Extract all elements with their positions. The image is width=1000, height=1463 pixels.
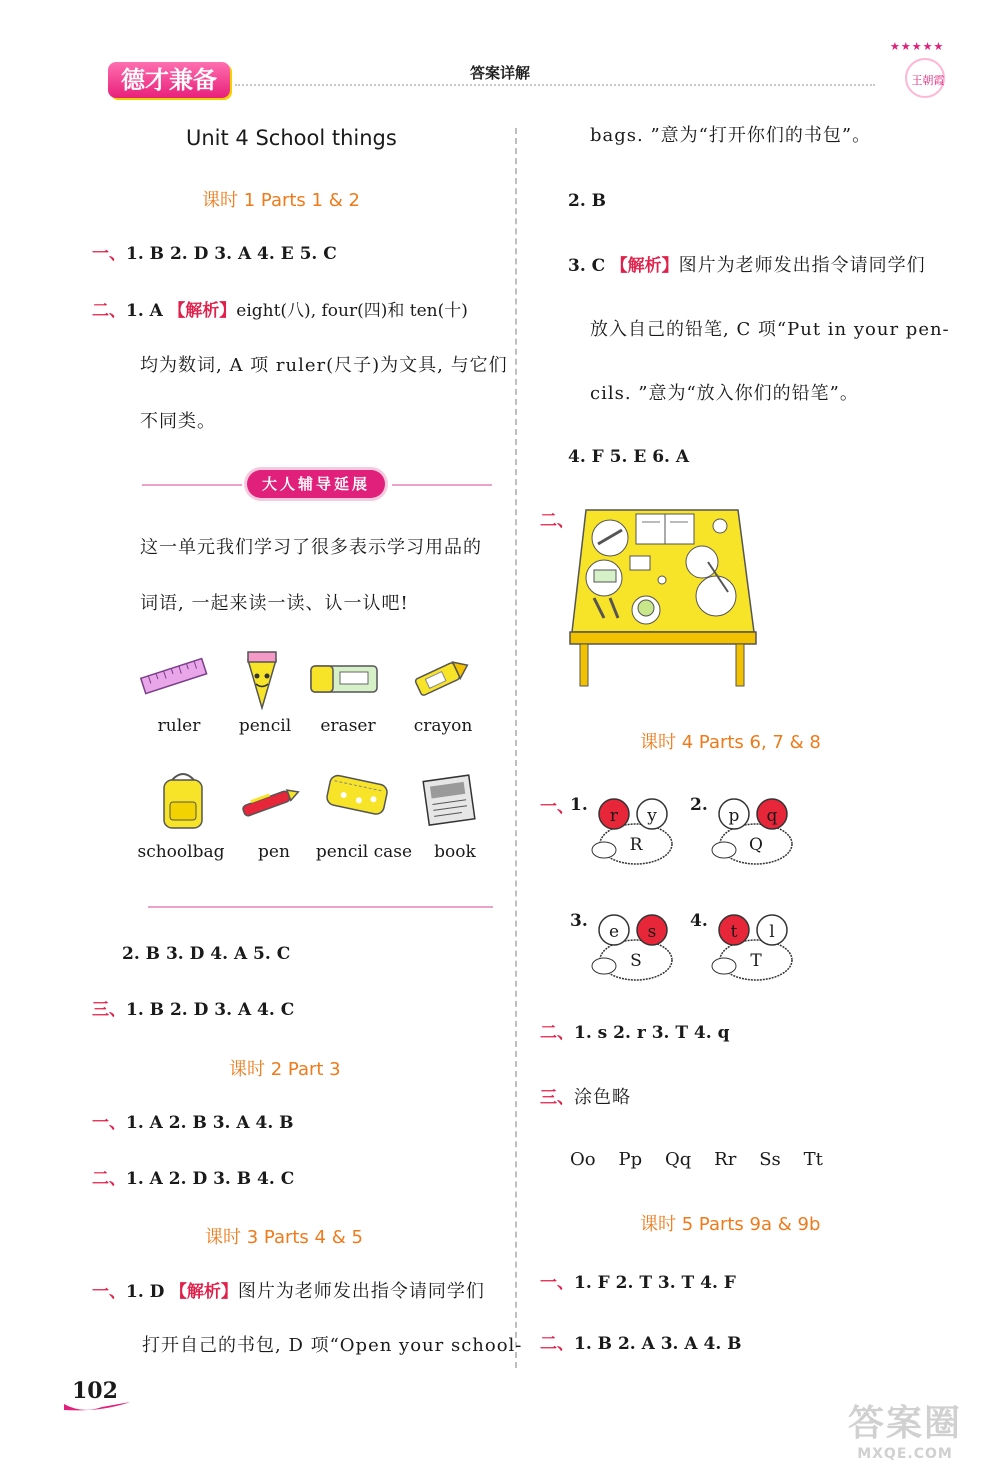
unit-title: Unit 4 School things	[186, 126, 397, 150]
hedgehog-1-num: 1.	[570, 795, 588, 815]
letter-pairs: Oo Pp Qq Rr Ss Tt	[570, 1149, 823, 1170]
q3-answers: 1. B 2. D 3. A 4. C	[126, 1000, 295, 1020]
q1-answers: 1. B 2. D 3. A 4. E 5. C	[126, 244, 337, 264]
item-label-crayon: crayon	[413, 716, 473, 736]
hedgehog-3-right: s	[647, 922, 657, 942]
banner-rule-right	[392, 484, 492, 486]
l5-q2-prefix: 二、	[540, 1334, 574, 1354]
table-illustration	[566, 500, 758, 690]
hedgehog-3-num: 3.	[570, 911, 588, 931]
pen-icon	[234, 782, 304, 822]
extension-bottom-rule	[148, 906, 493, 908]
hedgehog-3-left: e	[608, 922, 620, 942]
lesson4-title: 课时 4 Parts 6, 7 & 8	[640, 732, 821, 753]
lesson1-q1	[92, 243, 337, 265]
hedgehog-1-right: y	[647, 806, 657, 826]
column-divider	[515, 128, 517, 1368]
lesson4-q2	[540, 1022, 729, 1044]
page-header-title: 答案详解	[469, 64, 530, 82]
l3-q1-line2: 打开自己的书包, D 项“Open your school-	[142, 1335, 523, 1356]
hedgehog-1-icon	[584, 792, 684, 868]
hedgehog-1-body: R	[629, 835, 643, 855]
lesson1-q2-rest: 2. B 3. D 4. A 5. C	[122, 944, 291, 964]
item-label-schoolbag: schoolbag	[137, 842, 225, 862]
page-number: 102	[72, 1378, 118, 1404]
hedgehog-4-body: T	[750, 951, 762, 971]
hedgehog-1-left: r	[609, 806, 619, 826]
l3-q1-num: 1. D	[126, 1282, 165, 1302]
hedgehog-3-body: S	[630, 951, 642, 971]
hedgehog-4-icon	[704, 908, 804, 984]
q3-prefix: 三、	[92, 1000, 126, 1020]
hedgehog-2-left: p	[728, 806, 740, 826]
l4-q1-prefix: 一、	[540, 797, 574, 817]
lesson5-q2	[540, 1333, 742, 1355]
crayon-icon	[410, 654, 474, 700]
l4-q3-prefix: 三、	[540, 1088, 574, 1108]
pencil-case-icon	[322, 768, 394, 822]
l4-q2-answers: 1. s 2. r 3. T 4. q	[574, 1023, 730, 1043]
q2-line1: eight(八), four(四)和 ten(十)	[236, 301, 468, 321]
l4-q2-prefix: 二、	[540, 1023, 574, 1043]
extension-line1: 这一单元我们学习了很多表示学习用品的	[140, 537, 482, 558]
lesson3-q1	[92, 1280, 512, 1304]
l3-q1-line1: 图片为老师发出指令请同学们	[237, 1281, 485, 1302]
badge-label: 王朝霞	[911, 74, 945, 87]
right-cont-line: bags. ”意为“打开你们的书包”。	[590, 125, 872, 146]
lesson4-q3	[540, 1086, 631, 1110]
q2-line2: 均为数词, A 项 ruler(尺子)为文具, 与它们	[140, 355, 508, 376]
lesson2-title: 课时 2 Part 3	[229, 1059, 341, 1080]
star-icons: ★★★★★	[890, 40, 945, 53]
l3-q1-prefix: 一、	[92, 1282, 126, 1302]
item-label-pencil: pencil	[238, 716, 292, 736]
hedgehog-4-right: l	[769, 922, 775, 942]
l5-q1-answers: 1. F 2. T 3. T 4. F	[574, 1273, 736, 1293]
l5-q1-prefix: 一、	[540, 1273, 574, 1293]
book-icon	[420, 772, 480, 828]
watermark	[810, 1395, 1000, 1462]
extension-line2: 词语, 一起来读一读、认一认吧!	[140, 593, 409, 614]
l2-q1-answers: 1. A 2. B 3. A 4. B	[126, 1113, 294, 1133]
l2-q2-prefix: 二、	[92, 1169, 126, 1189]
pencil-icon	[240, 648, 284, 710]
l2-q1-prefix: 一、	[92, 1113, 126, 1133]
q2-prefix: 二、	[92, 301, 126, 321]
swoosh-icon	[62, 1402, 132, 1412]
right-a3-tag: 【解析】	[610, 256, 679, 276]
lesson3-title: 课时 3 Parts 4 & 5	[205, 1227, 363, 1248]
hedgehog-4-num: 4.	[690, 911, 708, 931]
q2-num: 1. A	[126, 301, 163, 321]
q2-line3: 不同类。	[140, 411, 216, 432]
right-a3-num: 3. C	[568, 256, 606, 276]
lesson5-q1	[540, 1272, 736, 1294]
lesson1-q2	[92, 300, 512, 322]
l2-q2-answers: 1. A 2. D 3. B 4. C	[126, 1169, 295, 1189]
item-label-eraser: eraser	[320, 716, 376, 736]
l3-q1-tag: 【解析】	[169, 1282, 238, 1302]
brand-logo: 德才兼备	[108, 62, 230, 98]
l4-q3-text: 涂色略	[574, 1087, 631, 1108]
banner-rule-left	[142, 484, 242, 486]
hedgehog-3-icon	[584, 908, 684, 984]
extension-banner: 大人辅导延展	[247, 470, 385, 498]
hedgehog-4-left: t	[730, 922, 738, 942]
item-label-ruler: ruler	[157, 716, 201, 736]
l5-q2-answers: 1. B 2. A 3. A 4. B	[574, 1334, 742, 1354]
lesson2-q2	[92, 1168, 294, 1190]
right-a3	[568, 254, 988, 278]
hedgehog-2-body: Q	[749, 835, 763, 855]
lesson2-q1	[92, 1112, 294, 1134]
ruler-icon	[138, 652, 210, 702]
hedgehog-2-icon	[704, 792, 804, 868]
lesson1-title: 课时 1 Parts 1 & 2	[202, 190, 360, 211]
header-rule	[235, 84, 875, 86]
right-a3-line2: 放入自己的铅笔, C 项“Put in your pen-	[590, 319, 950, 340]
right-a2: 2. B	[568, 191, 607, 211]
right-a3-line3: cils. ”意为“放入你们的铅笔”。	[590, 383, 859, 404]
item-label-pen: pen	[258, 842, 290, 862]
right-q2-prefix: 二、	[540, 511, 574, 531]
hedgehog-2-right: q	[766, 806, 778, 826]
item-label-book: book	[434, 842, 476, 862]
watermark-url: MXQE.COM	[857, 1446, 953, 1462]
lesson5-title: 课时 5 Parts 9a & 9b	[640, 1214, 821, 1235]
schoolbag-icon	[158, 770, 208, 834]
watermark-logo: 答案圈	[847, 1402, 962, 1444]
right-a4: 4. F 5. E 6. A	[568, 447, 690, 467]
q1-prefix: 一、	[92, 244, 126, 264]
q2-tag: 【解析】	[168, 301, 237, 321]
lesson1-q3	[92, 999, 294, 1021]
right-a3-line1: 图片为老师发出指令请同学们	[678, 255, 926, 276]
hedgehog-2-num: 2.	[690, 795, 708, 815]
item-label-pencil-case: pencil case	[315, 842, 413, 862]
eraser-icon	[308, 660, 380, 696]
